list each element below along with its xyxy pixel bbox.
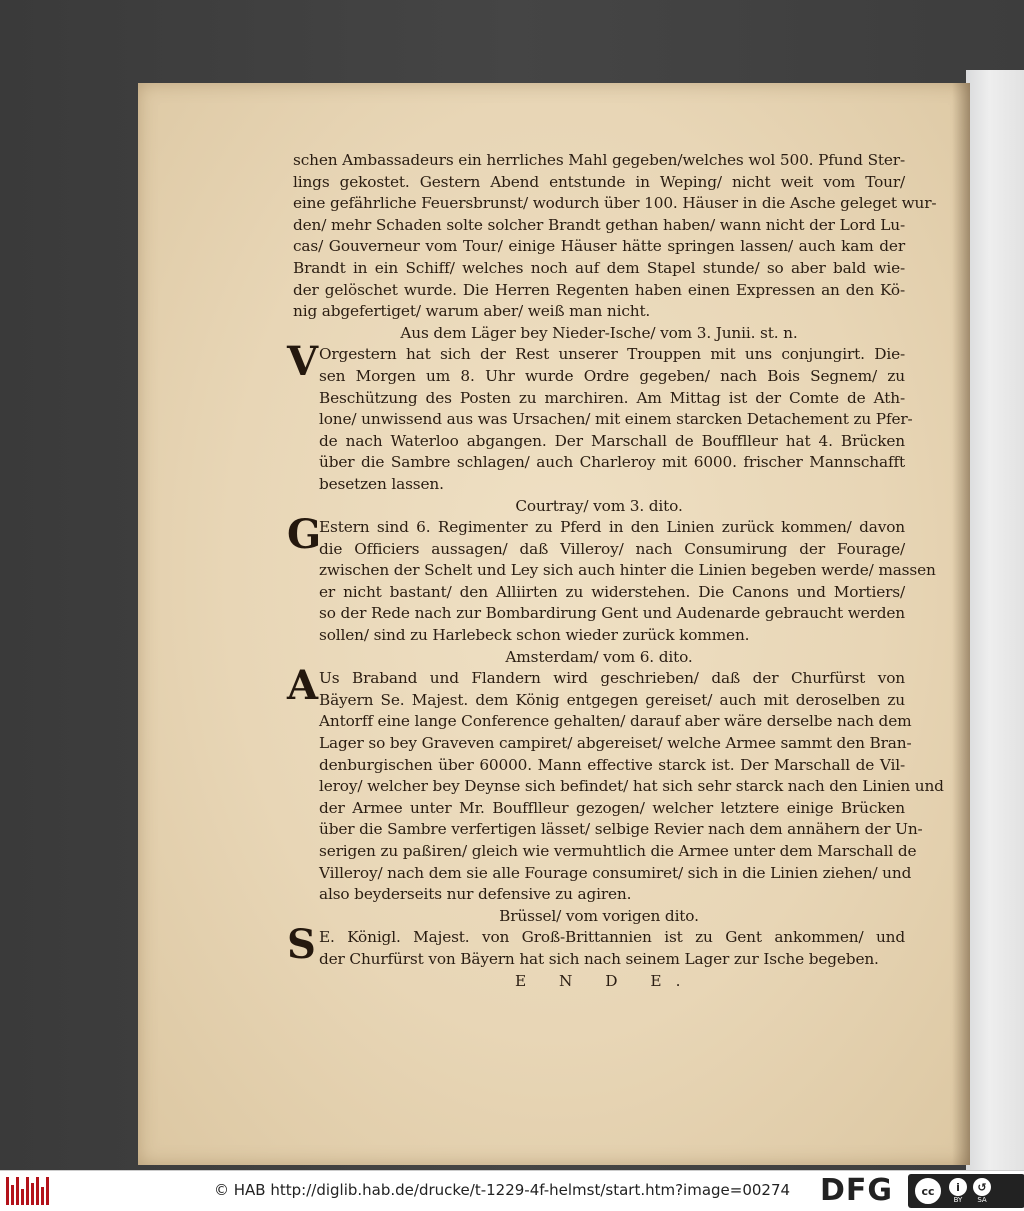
footer-bar [0,1170,1024,1211]
paragraph-2 [287,338,913,495]
ende-closing: E N D E. [515,971,695,990]
text-line: sen Morgen um 8. Uhr wurde Ordre gegeben/ nach Bois Segnem/ zu [319,366,905,385]
text-line: leroy/ welcher bey Deynse sich befindet/ hat sich sehr starck nach den Linien und [319,777,944,796]
text-line: de nach Waterloo abgangen. Der Marschall de Boufflleur hat 4. Brücken [319,431,905,450]
text-line: Beschützung des Posten zu marchiren. Am Mittag ist der Comte de Ath- [319,388,905,407]
text-line: Orgestern hat sich der Rest unserer Trouppen mit uns conjungirt. Die- [319,345,905,364]
text-line: denburgischen über 60000. Mann effective starck ist. Der Marschall de Vil- [319,755,905,774]
page-text [287,150,944,992]
paragraph-5 [287,921,905,970]
text-line: besetzen lassen. [319,474,444,493]
paragraph-1 [293,150,937,323]
dateline-bruessel: Brüssel/ vom vorigen dito. [499,906,699,925]
text-line: er nicht bastant/ den Alliirten zu widerstehen. Die Canons und Mortiers/ [319,582,905,601]
text-line: Estern sind 6. Regimenter zu Pferd in den Linien zurück kommen/ davon [319,518,905,537]
hab-logo-icon[interactable] [6,1177,50,1205]
source-link[interactable]: © HAB http://diglib.hab.de/drucke/t-1229-4f-helmst/start.htm?image=00274 [214,1181,791,1199]
text-line: Villeroy/ nach dem sie alle Fourage consumiret/ sich in die Linien ziehen/ und [319,863,912,882]
text-line: also beyderseits nur defensive zu agiren. [319,885,632,904]
text-line: nig abgefertiget/ warum aber/ weiß man nicht. [293,302,651,321]
sa-icon: ↺ SA [973,1178,991,1204]
text-line: eine gefährliche Feuersbrunst/ wodurch über 100. Häuser in die Asche geleget wur- [293,194,937,213]
text-line: die Officiers aussagen/ daß Villeroy/ nach Consumirung der Fourage/ [319,539,905,558]
text-line: der Churfürst von Bäyern hat sich nach seinem Lager zur Ische begeben. [319,949,879,968]
drop-cap-s: S [287,921,316,969]
text-line: zwischen der Schelt und Ley sich auch hinter die Linien begeben werde/ massen [319,561,936,580]
text-line: Bäyern Se. Majest. dem König entgegen gereiset/ auch mit deroselben zu [319,690,905,709]
drop-cap-a: A [287,662,318,710]
paragraph-4 [287,662,944,906]
text-line: E. Königl. Majest. von Groß-Brittannien ist zu Gent ankommen/ und [319,928,905,947]
drop-cap-v: V [287,338,318,386]
cc-license-badge[interactable] [908,1174,1024,1208]
dfg-logo[interactable]: DFG [820,1173,894,1208]
text-line: Lager so bey Graveven campiret/ abgereiset/ welche Armee sammt den Bran- [319,734,912,753]
dateline-courtray: Courtray/ vom 3. dito. [515,496,683,515]
text-line: über die Sambre verfertigen lässet/ selbige Revier nach dem annähern der Un- [319,820,923,839]
text-line: sollen/ sind zu Harlebeck schon wieder zurück kommen. [319,626,750,645]
text-line: cas/ Gouverneur vom Tour/ einige Häuser hätte springen lassen/ auch kam der [293,237,905,256]
dateline-amsterdam: Amsterdam/ vom 6. dito. [505,647,693,666]
text-line: der Armee unter Mr. Boufflleur gezogen/ welcher letztere einige Brücken [319,798,905,817]
cc-icon: cc [913,1176,943,1206]
by-icon: i BY [949,1178,967,1204]
text-line: über die Sambre schlagen/ auch Charleroy mit 6000. frischer Mannschafft [319,453,905,472]
page-gutter-shadow [952,83,970,1165]
drop-cap-g: G [287,511,322,559]
facing-page-edge [966,70,1024,1170]
text-line: lings gekostet. Gestern Abend entstunde in Weping/ nicht weit vom Tour/ [293,172,905,191]
paragraph-3 [287,511,936,647]
text-line: Us Braband und Flandern wird geschrieben/ daß der Churfürst von [319,669,905,688]
text-line: Brandt in ein Schiff/ welches noch auf dem Stapel stunde/ so aber bald wie- [293,258,905,277]
dateline-nieder-ische: Aus dem Läger bey Nieder-Ische/ vom 3. Junii. st. n. [400,323,798,342]
text-line: serigen zu paßiren/ gleich wie vermuhtlich die Armee unter dem Marschall de [319,842,917,860]
text-line: den/ mehr Schaden solte solcher Brandt gethan haben/ wann nicht der Lord Lu- [293,215,905,234]
text-line: schen Ambassadeurs ein herrliches Mahl gegeben/welches wol 500. Pfund Ster- [293,151,905,169]
text-line: Antorff eine lange Conference gehalten/ darauf aber wäre derselbe nach dem [319,712,912,731]
text-line: so der Rede nach zur Bombardirung Gent und Audenarde gebraucht werden [319,604,905,623]
text-line: lone/ unwissend aus was Ursachen/ mit einem starcken Detachement zu Pfer- [319,410,913,429]
text-line: der gelöschet wurde. Die Herren Regenten haben einen Expressen an den Kö- [293,280,905,299]
